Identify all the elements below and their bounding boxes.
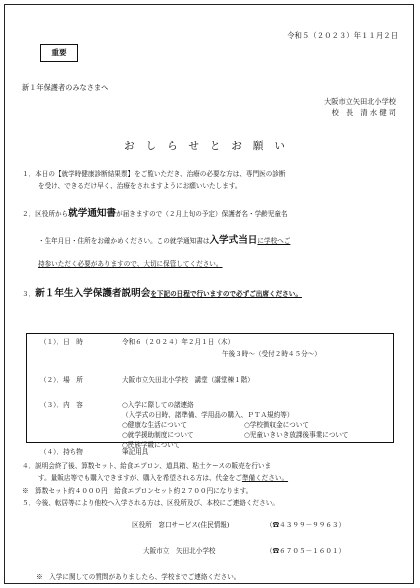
notice-3-text-a: ３． (22, 290, 36, 298)
schedule-content-label: （３）．内 容 (40, 401, 83, 409)
school-name: 大阪市立矢田北小学校 (324, 97, 396, 106)
notice-5: ５．今後、転居等により他校へ入学される方は、区役所及び、本校にご連絡ください。 (22, 499, 279, 507)
document-date: 令和５（２０２３）年１１月２日 (287, 31, 398, 40)
notice-3-line-1 (22, 290, 302, 299)
contact-school-phone: （☎６７０５－１６０１） (266, 547, 346, 555)
notice-4-line-2 (38, 474, 288, 483)
schedule-content-item: ○健康な生活について (122, 421, 187, 429)
notice-2-line-2 (38, 237, 290, 246)
important-badge: 重要 (40, 44, 78, 62)
notice-2-line-1 (22, 210, 288, 219)
schedule-content-item: ○民族学級について (122, 441, 181, 449)
schedule-items-value: 筆記用具 (122, 448, 149, 456)
notice-2-text-d: ・生年月日・住所をお確かめください。この就学通知書は (38, 237, 210, 245)
contact-ward-office-phone: （☎４３９９－９９６３） (266, 521, 346, 529)
notice-4-line-1: ４．説明会終了後、算数セット、給食エプロン、道具箱、粘土ケースの販売を行いま (22, 462, 272, 470)
notice-2-emphasis-2: 入学式当日 (209, 235, 258, 246)
footer-note: ※ 入学に関しての質問がありましたら、学校までご連絡ください。 (36, 573, 241, 581)
contact-school-name: 大阪市立 矢田北小学校 (143, 547, 216, 555)
principal-name: 校 長 清 水 健 司 (331, 108, 396, 117)
schedule-content-item: ○学校徴収金について (244, 421, 309, 429)
schedule-content-item: ○児童いきいき放課後事業について (244, 431, 349, 439)
schedule-items-label: （４）．持ち物 (40, 448, 83, 456)
schedule-date-label: （１）．日 時 (40, 338, 83, 346)
schedule-box (26, 333, 394, 443)
notice-4-note: ※ 算数セット約４０００円 給食エプロンセット約２７００円になります。 (22, 487, 253, 495)
schedule-content-item: （入学式の日時、諸準備、学用品の購入、ＰＴＡ規約等） (122, 411, 294, 419)
schedule-time-value: 午後３時～（受付２時４５分～） (222, 350, 321, 358)
contact-ward-office-name: 区役所 窓口サービス(住民情報) (132, 521, 230, 529)
page-title: おしらせとお願い (124, 140, 296, 152)
schedule-date-value: 令和６（２０２４）年２月１日（木） (122, 338, 235, 346)
notice-4-text-a: す。量販店等でも購入できますが、購入を希望される方は、代金をご (38, 474, 242, 482)
schedule-place-label: （２）．場 所 (40, 376, 83, 384)
notice-3-text-c: を下記の日程で行いますので必ずご出席ください。 (150, 290, 302, 298)
notice-2-text-a: ２．区役所から (22, 210, 69, 218)
notice-1-line-2: を受け、できるだけ早く、治療をされますようにお願いいたします。 (38, 182, 242, 190)
schedule-place-value: 大阪市立矢田北小学校 講堂（講堂棟１階） (122, 376, 254, 384)
schedule-content-item: ○就学援助制度について (122, 431, 194, 439)
notice-2-emphasis: 就学通知書 (68, 208, 117, 219)
notice-2-text-c: が届きますので（２月上旬の予定）保護者名・学齢児童名 (116, 210, 288, 218)
notice-2-text-f: に学校へご (257, 237, 291, 245)
notice-1-line-1: １．本日の【就学時健康診断結果票】をご覧いただき、治療の必要な方は、専門医の診断 (22, 170, 286, 178)
notice-2-line-3: 持参いただく必要がありますので、大切に保管してください。 (38, 260, 223, 268)
addressee: 新１年保護者のみなさまへ (22, 83, 109, 92)
notice-4-text-b: 準備ください。 (241, 474, 289, 482)
schedule-content-item: ○入学に際しての諸連絡 (122, 401, 194, 409)
notice-3-emphasis: 新１年生入学保護者説明会 (35, 288, 151, 299)
